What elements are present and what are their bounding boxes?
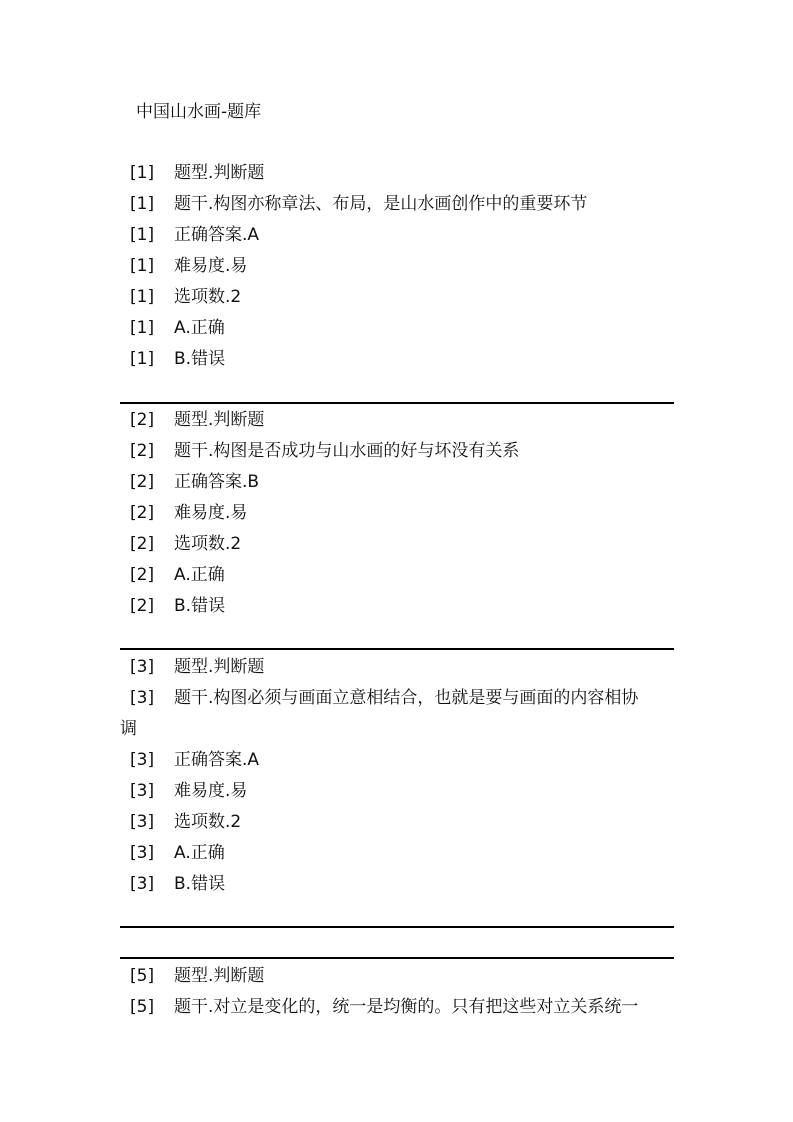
question-type-line: [1] 题型.判断题 [130,163,265,183]
question-stem-line: [1] 题干.构图亦称章法、布局，是山水画创作中的重要环节 [130,194,588,214]
option-count-line: [2] 选项数.2 [130,534,242,554]
question-type-line: [3] 题型.判断题 [130,657,265,677]
question-stem-continuation: 调 [120,719,137,739]
option-a-line: [3] A.正确 [130,843,225,863]
correct-answer-line: [3] 正确答案.A [130,750,260,770]
option-count-line: [1] 选项数.2 [130,287,242,307]
divider [120,648,674,650]
option-b-line: [3] B.错误 [130,874,226,894]
divider [120,402,674,404]
question-type-line: [5] 题型.判断题 [130,966,265,986]
question-stem-line: [5] 题干.对立是变化的，统一是均衡的。只有把这些对立关系统一 [130,997,639,1017]
page-title: 中国山水画-题库 [136,102,262,122]
option-a-line: [1] A.正确 [130,318,225,338]
question-block-5 [0,961,793,1023]
question-block-3 [0,652,793,900]
difficulty-line: [3] 难易度.易 [130,781,248,801]
difficulty-line: [1] 难易度.易 [130,256,248,276]
option-b-line: [1] B.错误 [130,349,226,369]
divider [120,957,674,959]
question-stem-line: [3] 题干.构图必须与画面立意相结合，也就是要与画面的内容相协 [130,688,639,708]
correct-answer-line: [1] 正确答案.A [130,225,260,245]
correct-answer-line: [2] 正确答案.B [130,472,260,492]
option-b-line: [2] B.错误 [130,596,226,616]
divider [120,926,674,928]
question-block-2 [0,405,793,622]
difficulty-line: [2] 难易度.易 [130,503,248,523]
question-stem-line: [2] 题干.构图是否成功与山水画的好与坏没有关系 [130,441,520,461]
question-block-1 [0,158,793,375]
option-a-line: [2] A.正确 [130,565,225,585]
option-count-line: [3] 选项数.2 [130,812,242,832]
question-type-line: [2] 题型.判断题 [130,410,265,430]
